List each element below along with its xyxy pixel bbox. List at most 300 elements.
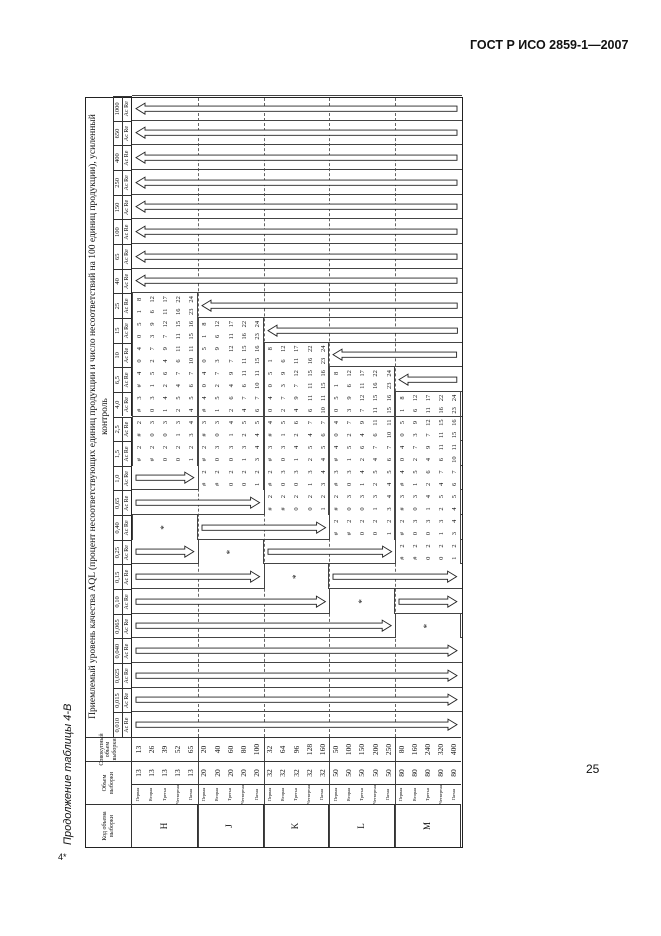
acceptance-number: 2 — [293, 433, 301, 437]
acceptance-number: 1 — [306, 482, 314, 486]
ac-re-pair — [317, 417, 330, 442]
acceptance-number: # — [332, 458, 340, 462]
ac-re-pair — [330, 417, 343, 442]
arrow-up-icon — [198, 293, 461, 318]
rejection-number: 12 — [425, 419, 432, 426]
ac-re-pair — [422, 540, 435, 565]
ac-re-pair — [133, 392, 146, 417]
acceptance-number: # — [201, 433, 209, 437]
acceptance-number: # — [214, 482, 222, 486]
sample-size: 32 — [316, 761, 329, 784]
stage-label: Третья — [224, 784, 237, 804]
rejection-number: 4 — [135, 371, 143, 375]
sampling-plan-cell — [264, 343, 330, 368]
acceptance-number: 10 — [385, 431, 393, 439]
cumulative-size: 100 — [250, 737, 263, 761]
ac-re-label: Ac Re — [123, 367, 132, 392]
ac-re-pair — [422, 392, 435, 417]
rejection-number: 3 — [411, 519, 419, 523]
acceptance-number: 6 — [240, 384, 248, 388]
acceptance-number: 11 — [227, 333, 235, 340]
ac-re-pair — [251, 367, 264, 392]
rejection-number: 15 — [438, 419, 446, 426]
rejection-number: 7 — [451, 470, 459, 474]
stage-label: Пятая — [316, 784, 329, 804]
ac-re-pair — [317, 343, 330, 368]
sampling-plan-cell — [329, 490, 395, 515]
rejection-number: 11 — [451, 444, 459, 451]
acceptance-number: 15 — [451, 431, 459, 439]
standard-header: ГОСТ Р ИСО 2859-1—2007 — [470, 38, 629, 52]
acceptance-number: 16 — [438, 407, 446, 414]
stage-label: Четвертая — [435, 784, 448, 804]
rejection-number: 9 — [161, 347, 169, 351]
acceptance-number: 11 — [438, 431, 446, 439]
ac-re-pair — [383, 490, 396, 515]
acceptance-number: 1 — [398, 408, 406, 412]
aql-value: 0,015 — [114, 688, 123, 713]
acceptance-number: 2 — [280, 408, 288, 412]
cumulative-size: 96 — [290, 737, 303, 761]
rejection-number: 4 — [425, 495, 432, 499]
acceptance-number: 0 — [425, 532, 432, 536]
ac-re-pair — [172, 417, 185, 442]
ac-re-pair — [159, 441, 172, 466]
rejection-number: 4 — [398, 470, 406, 474]
not-applicable-cell: * — [329, 589, 395, 614]
acceptance-number: 4 — [385, 482, 393, 486]
ac-re-pair — [435, 466, 448, 491]
acceptance-number: 11 — [359, 382, 367, 389]
rejection-number: 22 — [306, 345, 314, 352]
rejection-number: 24 — [319, 345, 327, 352]
rejection-number: 15 — [240, 345, 248, 352]
ac-re-pair — [383, 441, 396, 466]
acceptance-number: 4 — [161, 359, 169, 363]
sample-size: 20 — [211, 761, 224, 784]
aql-title: Приемлемый уровень качества AQL (процент несоответствующих единиц продукции и число несоответствий на 100 единиц продукции), усиленный контроль — [86, 96, 114, 737]
ac-re-label: Ac Re — [123, 540, 132, 565]
sampling-plan-cell — [198, 367, 264, 392]
rejection-number: 3 — [411, 495, 419, 499]
sample-size: 32 — [290, 761, 303, 784]
ac-re-pair — [146, 318, 159, 343]
rejection-number: 5 — [398, 421, 406, 425]
cumulative-size: 39 — [158, 737, 171, 761]
ac-re-pair — [211, 441, 224, 466]
rejection-number: 4 — [227, 421, 235, 425]
ac-re-pair — [198, 441, 211, 466]
ac-re-pair — [448, 466, 461, 491]
rejection-number: 11 — [319, 394, 327, 402]
rejection-number: 15 — [372, 394, 380, 402]
arrow-up-icon — [132, 219, 461, 244]
stage-label: Первая — [395, 784, 408, 804]
cumulative-size: 200 — [369, 737, 382, 761]
arrow-down-icon — [132, 490, 264, 515]
arrow-down-icon — [132, 614, 395, 639]
sample-size: 50 — [356, 761, 369, 784]
sample-size: 50 — [343, 761, 356, 784]
arrow-up-icon — [132, 145, 461, 170]
ac-re-pair — [383, 392, 396, 417]
ac-re-label: Ac Re — [123, 96, 132, 121]
ac-re-pair — [330, 441, 343, 466]
ac-re-pair — [264, 490, 277, 515]
ac-re-pair — [159, 343, 172, 368]
acceptance-number: 16 — [372, 382, 380, 389]
sampling-plan-table — [85, 97, 463, 848]
ac-re-pair — [317, 392, 330, 417]
ac-re-pair — [369, 367, 382, 392]
rejection-number: 4 — [253, 445, 261, 449]
rejection-number: 17 — [293, 345, 301, 352]
ac-re-label: Ac Re — [123, 121, 132, 146]
sheet-mark: 4* — [58, 852, 67, 862]
ac-re-pair — [238, 367, 251, 392]
ac-re-pair — [317, 490, 330, 515]
aql-value: 1,0 — [114, 466, 123, 491]
ac-re-pair — [435, 515, 448, 540]
ac-re-pair — [172, 441, 185, 466]
ac-re-pair — [185, 367, 198, 392]
ac-re-pair — [317, 466, 330, 491]
ac-re-pair — [396, 540, 409, 565]
rejection-number: 24 — [188, 296, 196, 303]
acceptance-number: 0 — [372, 532, 380, 536]
acceptance-number: 2 — [411, 458, 419, 462]
stage-label: Первая — [198, 784, 211, 804]
aql-value: 0,040 — [114, 638, 123, 663]
ac-re-pair — [211, 367, 224, 392]
acceptance-number: 11 — [293, 357, 301, 365]
sampling-plan-cell — [198, 441, 264, 466]
sample-size: 32 — [303, 761, 316, 784]
ac-re-pair — [251, 417, 264, 442]
acceptance-number: # — [332, 482, 340, 486]
cumulative-size: 64 — [277, 737, 290, 761]
acceptance-number: 6 — [306, 408, 314, 412]
not-applicable-cell: * — [132, 515, 198, 540]
ac-re-label: Ac Re — [123, 614, 132, 639]
rejection-number: 22 — [438, 394, 446, 402]
ac-re-pair — [198, 367, 211, 392]
sampling-plan-cell — [395, 515, 461, 540]
ac-re-pair — [198, 417, 211, 442]
rejection-number: 9 — [425, 445, 432, 449]
acceptance-number: 15 — [188, 333, 196, 340]
arrow-up-icon — [132, 244, 461, 269]
ac-re-pair — [435, 490, 448, 515]
ac-re-pair — [396, 441, 409, 466]
acceptance-number: 4 — [174, 384, 182, 388]
acceptance-number: 2 — [359, 458, 367, 462]
ac-re-pair — [435, 417, 448, 442]
arrow-up-icon — [132, 269, 461, 294]
acceptance-number: 1 — [372, 507, 380, 511]
rejection-number: 9 — [293, 396, 301, 400]
sampling-plan-cell — [395, 441, 461, 466]
ac-re-pair — [383, 417, 396, 442]
acceptance-number: # — [135, 384, 143, 388]
ac-re-pair — [198, 392, 211, 417]
ac-re-label: Ac Re — [123, 663, 132, 688]
rejection-number: 12 — [280, 345, 288, 352]
rejection-number: 2 — [346, 519, 354, 523]
rejection-number: 7 — [372, 445, 380, 449]
rejection-number: 2 — [161, 445, 169, 449]
stage-label: Вторая — [343, 784, 356, 804]
sample-size: 13 — [185, 761, 198, 784]
stage-label: Вторая — [408, 784, 421, 804]
ac-re-pair — [290, 490, 303, 515]
acceptance-number: # — [267, 458, 275, 462]
ac-re-pair — [290, 417, 303, 442]
sampling-plan-cell — [395, 417, 461, 442]
rejection-number: 12 — [227, 345, 235, 352]
rejection-number: 6 — [227, 396, 235, 400]
aql-value: 25 — [114, 293, 123, 318]
ac-re-pair — [343, 490, 356, 515]
rejection-number: 3 — [438, 519, 446, 523]
cumulative-size: 400 — [448, 737, 461, 761]
ac-re-pair — [448, 417, 461, 442]
acceptance-number: 15 — [253, 357, 261, 365]
cumulative-size: 150 — [356, 737, 369, 761]
acceptance-number: 23 — [188, 308, 196, 315]
ac-re-pair — [264, 441, 277, 466]
rejection-number: 4 — [359, 470, 367, 474]
acceptance-number: 6 — [280, 359, 288, 363]
acceptance-number: # — [267, 433, 275, 437]
ac-re-pair — [251, 343, 264, 368]
sampling-plan-cell — [264, 367, 330, 392]
rejection-number: 2 — [267, 495, 275, 499]
acceptance-number: 1 — [135, 310, 143, 314]
rejection-number: 7 — [148, 347, 156, 351]
arrow-down-icon — [132, 466, 198, 491]
rejection-number: 24 — [385, 370, 393, 377]
acceptance-number: 3 — [385, 507, 393, 511]
ac-re-label: Ac Re — [123, 145, 132, 170]
rejection-number: 11 — [372, 419, 380, 426]
acceptance-number: 1 — [359, 482, 367, 486]
code-column-header: Код объема выборки — [86, 804, 132, 847]
rejection-number: 2 — [438, 544, 446, 548]
rejection-number: 2 — [174, 445, 182, 449]
aql-value: 0,065 — [114, 614, 123, 639]
arrow-up-icon — [132, 170, 461, 195]
ac-re-pair — [225, 367, 238, 392]
acceptance-number: 2 — [161, 384, 169, 388]
acceptance-number: 3 — [188, 433, 196, 437]
aql-value: 1000 — [114, 96, 123, 121]
sampling-plan-cell — [264, 466, 330, 491]
rejection-number: 9 — [346, 396, 354, 400]
aql-value: 0,25 — [114, 540, 123, 565]
aql-value: 0,15 — [114, 564, 123, 589]
acceptance-number: 6 — [148, 310, 156, 314]
rejection-number: 3 — [425, 519, 432, 523]
arrow-down-icon — [395, 589, 461, 614]
ac-re-pair — [330, 515, 343, 540]
ac-re-pair — [251, 392, 264, 417]
ac-re-pair — [198, 466, 211, 491]
rejection-number: 16 — [188, 320, 196, 328]
rejection-number: 7 — [253, 396, 261, 400]
cumulative-size: 52 — [171, 737, 184, 761]
ac-re-pair — [330, 490, 343, 515]
rejection-number: 2 — [385, 519, 393, 523]
rejection-number: 8 — [267, 347, 275, 351]
ac-re-pair — [251, 466, 264, 491]
rejection-number: 2 — [425, 544, 432, 548]
rejection-number: 2 — [359, 519, 367, 523]
acceptance-number: 7 — [293, 384, 301, 388]
acceptance-number: 1 — [280, 433, 288, 437]
rejection-number: 4 — [188, 421, 196, 425]
rejection-number: 5 — [214, 396, 222, 400]
acceptance-number: 2 — [227, 408, 235, 412]
ac-re-pair — [290, 392, 303, 417]
rejection-number: 5 — [267, 371, 275, 375]
acceptance-number: 2 — [214, 384, 222, 388]
rejection-number: 5 — [280, 421, 288, 425]
ac-re-pair — [317, 441, 330, 466]
not-applicable-cell: * — [264, 564, 330, 589]
rejection-number: 5 — [148, 371, 156, 375]
rejection-number: 5 — [385, 470, 393, 474]
rejection-number: 5 — [319, 445, 327, 449]
stage-label: Четвертая — [237, 784, 250, 804]
acceptance-number: 6 — [346, 384, 354, 388]
rejection-number: 2 — [280, 495, 288, 499]
rejection-number: 22 — [174, 296, 182, 303]
acceptance-number: 0 — [240, 482, 248, 486]
acceptance-number: # — [267, 482, 275, 486]
rejection-number: 6 — [359, 445, 367, 449]
cumulative-size: 128 — [303, 737, 316, 761]
acceptance-number: 0 — [214, 433, 222, 437]
acceptance-number: 6 — [372, 433, 380, 437]
ac-re-label: Ac Re — [123, 490, 132, 515]
ac-re-pair — [369, 490, 382, 515]
cumulative-size-column-header: Совокупный объем выборки — [86, 737, 132, 761]
acceptance-number: 3 — [280, 384, 288, 388]
sampling-plan-cell — [132, 293, 198, 318]
aql-value: 100 — [114, 219, 123, 244]
acceptance-number: 2 — [346, 433, 354, 437]
ac-re-pair — [343, 392, 356, 417]
rejection-number: 7 — [385, 445, 393, 449]
aql-value: 40 — [114, 269, 123, 294]
acceptance-number: 2 — [148, 359, 156, 363]
acceptance-number: 4 — [293, 408, 301, 412]
ac-re-label: Ac Re — [123, 441, 132, 466]
cumulative-size: 160 — [408, 737, 421, 761]
rejection-number: 9 — [359, 421, 367, 425]
rejection-number: 7 — [240, 396, 248, 400]
sample-size: 13 — [132, 761, 145, 784]
arrow-up-icon — [329, 343, 461, 368]
ac-re-pair — [356, 466, 369, 491]
ac-re-pair — [343, 367, 356, 392]
rejection-number: 12 — [161, 320, 169, 328]
ac-re-pair — [343, 441, 356, 466]
ac-re-pair — [435, 441, 448, 466]
rejection-number: 8 — [135, 297, 143, 302]
sample-size: 13 — [158, 761, 171, 784]
ac-re-pair — [185, 318, 198, 343]
acceptance-number: 1 — [148, 384, 156, 388]
rejection-number: 11 — [240, 370, 248, 377]
ac-re-pair — [264, 417, 277, 442]
ac-re-pair — [211, 343, 224, 368]
rejection-number: 2 — [240, 470, 248, 474]
not-applicable-cell: * — [395, 614, 461, 639]
acceptance-number: # — [346, 532, 354, 536]
acceptance-number: # — [398, 532, 406, 536]
acceptance-number: # — [201, 408, 209, 412]
arrow-up-icon — [132, 96, 461, 121]
rejection-number: 6 — [293, 421, 301, 425]
sampling-plan-cell — [198, 392, 264, 417]
rejection-number: 2 — [319, 495, 327, 499]
acceptance-number: 1 — [227, 433, 235, 437]
rejection-number: 11 — [253, 370, 261, 377]
rejection-number: 5 — [201, 347, 209, 351]
acceptance-number: 0 — [161, 433, 169, 437]
rejection-number: 3 — [161, 421, 169, 425]
rejection-number: 12 — [148, 296, 156, 303]
rejection-number: 3 — [214, 421, 222, 425]
stage-label: Четвертая — [171, 784, 184, 804]
rejection-number: 7 — [411, 445, 419, 449]
acceptance-number: 6 — [411, 408, 419, 412]
ac-re-pair — [238, 441, 251, 466]
rejection-number: 5 — [240, 421, 248, 425]
acceptance-number: 23 — [253, 333, 261, 340]
arrow-down-icon — [132, 663, 461, 688]
ac-re-pair — [238, 392, 251, 417]
acceptance-number: 6 — [188, 384, 196, 388]
rejection-number: 4 — [398, 445, 406, 449]
ac-re-pair — [133, 318, 146, 343]
table-caption: Продолжение таблицы 4-В — [62, 703, 74, 845]
acceptance-number: 15 — [319, 382, 327, 389]
rejection-number: 7 — [214, 371, 222, 375]
acceptance-number: 1 — [451, 556, 459, 560]
rejection-number: 4 — [293, 445, 301, 449]
acceptance-number: 3 — [411, 433, 419, 437]
ac-re-pair — [422, 515, 435, 540]
acceptance-number: 0 — [398, 433, 406, 437]
ac-re-label: Ac Re — [123, 515, 132, 540]
stage-label: Третья — [290, 784, 303, 804]
aql-value: 0,65 — [114, 490, 123, 515]
ac-re-label: Ac Re — [123, 269, 132, 294]
ac-re-pair — [225, 417, 238, 442]
ac-re-pair — [211, 318, 224, 343]
arrow-down-icon — [132, 688, 461, 713]
acceptance-number: 1 — [319, 507, 327, 511]
acceptance-number: 7 — [161, 334, 169, 339]
acceptance-number: 6 — [451, 482, 459, 486]
ac-re-label: Ac Re — [123, 244, 132, 269]
stage-label: Пятая — [448, 784, 461, 804]
ac-re-pair — [422, 417, 435, 442]
cumulative-size: 100 — [343, 737, 356, 761]
